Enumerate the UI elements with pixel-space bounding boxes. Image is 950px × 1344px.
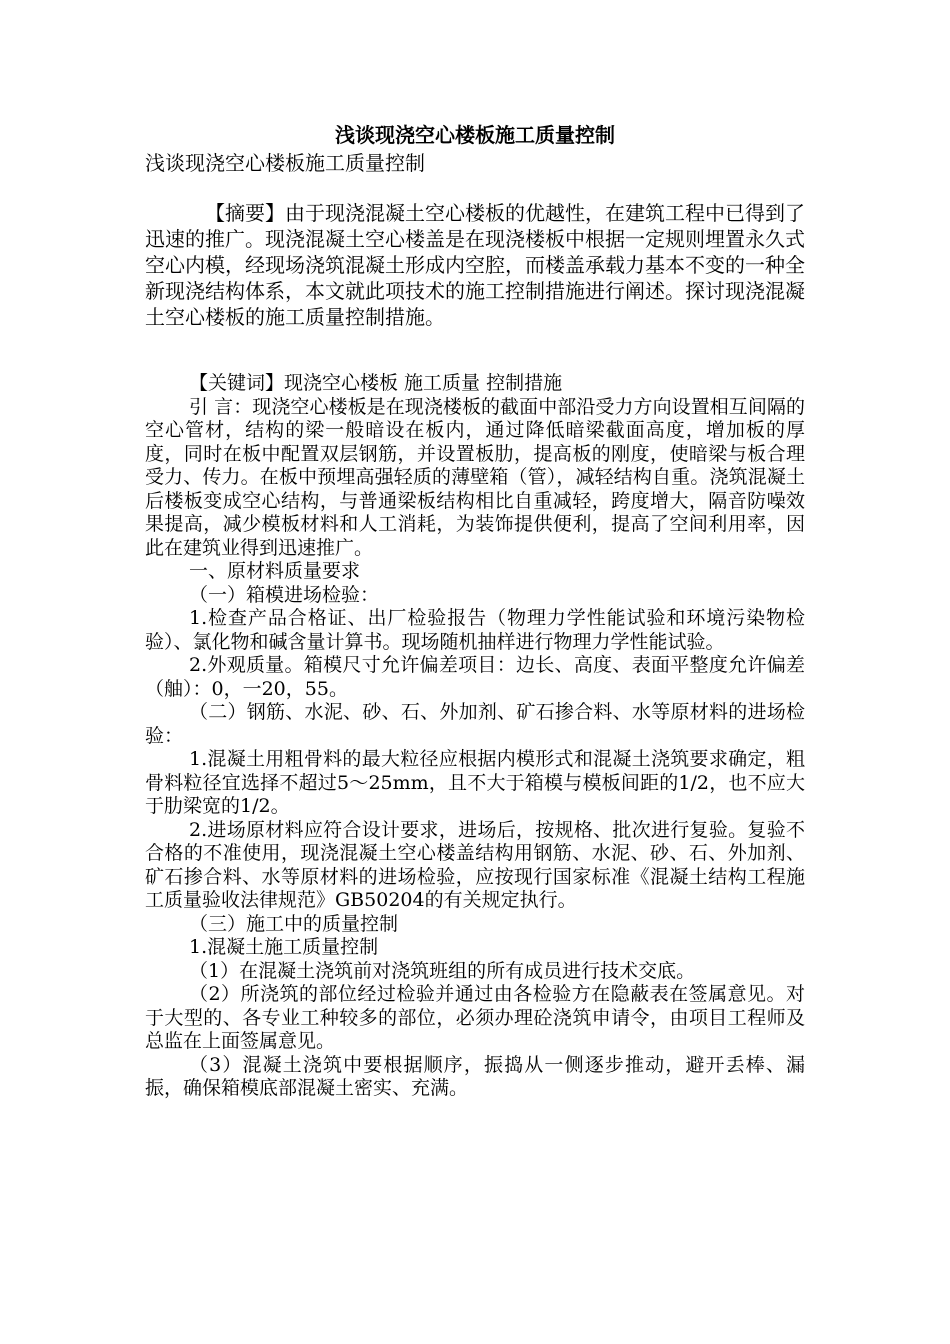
subsection-heading: （一）箱模进场检验： xyxy=(189,583,380,606)
list-item: （3）混凝土浇筑中要根据顺序，振捣从一侧逐步推动，避开丢棒、漏振，确保箱模底部混凝土密实、充满。 xyxy=(145,1053,805,1099)
list-item: 1.混凝土用粗骨料的最大粒径应根据内模形式和混凝土浇筑要求确定，粗骨料粒径宜选择不超过5～25mm，且不大于箱模与模板间距的1/2，也不应大于肋梁宽的1/2。 xyxy=(145,748,805,817)
document-body xyxy=(145,372,805,1101)
list-item: （2）所浇筑的部位经过检验并通过由各检验方在隐蔽表在签属意见。对于大型的、各专业工种较多的部位，必须办理砼浇筑申请令，由项目工程师及总监在上面签属意见。 xyxy=(145,983,805,1052)
document-subtitle: 浅谈现浇空心楼板施工质量控制 xyxy=(145,151,425,175)
abstract-paragraph: 【摘要】由于现浇混凝土空心楼板的优越性，在建筑工程中已得到了迅速的推广。现浇混凝土空心楼盖是在现浇楼板中根据一定规则埋置永久式空心内模，经现场浇筑混凝土形成内空腔，而楼盖承载力基本不变的一种全新现浇结构体系，本文就此项技术的施工控制措施进行阐述。探讨现浇混凝土空心楼板的施工质量控制措施。 xyxy=(145,201,805,329)
list-item: （1）在混凝土浇筑前对浇筑班组的所有成员进行技术交底。 xyxy=(189,959,696,982)
section-heading: 一、原材料质量要求 xyxy=(189,560,361,582)
intro-paragraph: 引 言：现浇空心楼板是在现浇楼板的截面中部沿受力方向设置相互间隔的空心管材，结构的梁一般暗设在板内，通过降低暗梁截面高度，增加板的厚度，同时在板中配置双层钢筋，并设置板肋，提高板的刚度，使暗梁与板合理受力、传力。在板中预埋高强轻质的薄壁箱（管），减轻结构自重。浇筑混凝土后楼板变成空心结构，与普通梁板结构相比自重减轻，跨度增大，隔音防噪效果提高，减少模板材料和人工消耗，为装饰提供便利，提高了空间利用率，因此在建筑业得到迅速推广。 xyxy=(145,395,805,559)
document-title: 浅谈现浇空心楼板施工质量控制 xyxy=(335,123,615,147)
list-item: 2.外观质量。箱模尺寸允许偏差项目：边长、高度、表面平整度允许偏差（舳）：0，一20，55。 xyxy=(145,654,805,700)
list-item: 1.检查产品合格证、出厂检验报告（物理力学性能试验和环境污染物检验）、氯化物和碱含量计算书。现场随机抽样进行物理力学性能试验。 xyxy=(145,607,805,653)
list-item: 2.进场原材料应符合设计要求，进场后，按规格、批次进行复验。复验不合格的不准使用，现浇混凝土空心楼盖结构用钢筋、水泥、砂、石、外加剂、矿石掺合料、水等原材料的进场检验，应按现行国家标准《混凝土结构工程施工质量验收法律规范》GB50204的有关规定执行。 xyxy=(145,818,805,911)
list-item: 1.混凝土施工质量控制 xyxy=(189,936,379,958)
subsection-heading: （三）施工中的质量控制 xyxy=(189,912,399,935)
subsection-heading: （二）钢筋、水泥、砂、石、外加剂、矿石掺合料、水等原材料的进场检验： xyxy=(145,701,805,747)
keywords-line: 【关键词】现浇空心楼板 施工质量 控制措施 xyxy=(189,372,563,394)
